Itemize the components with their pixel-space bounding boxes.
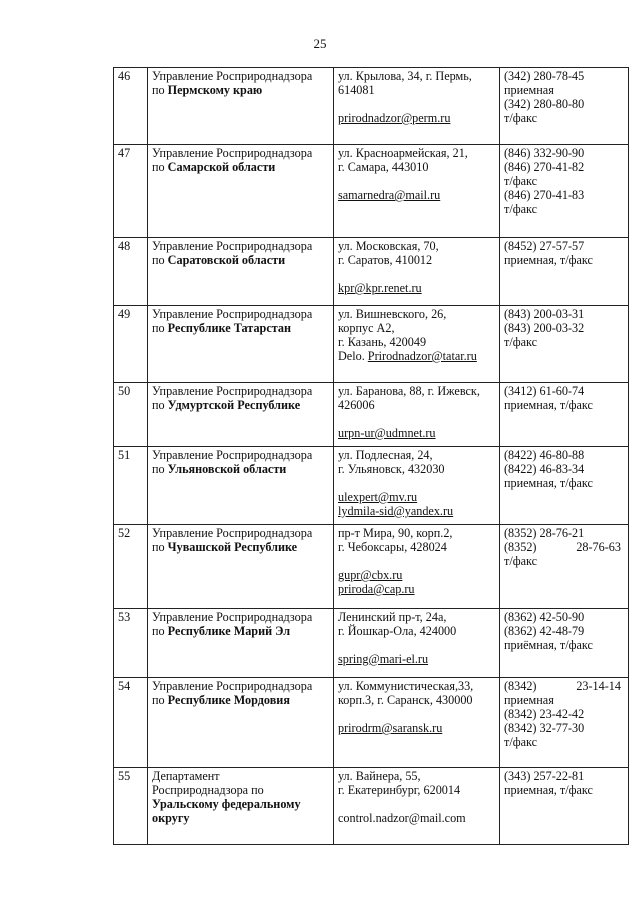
region-preposition: по: [152, 398, 168, 412]
address-line: ул. Коммунистическая,33,: [338, 679, 474, 693]
region-preposition: по: [152, 321, 168, 335]
email-link[interactable]: urpn-ur@udmnet.ru: [338, 426, 436, 440]
phone-line: приемная: [504, 83, 554, 97]
region-name-cont: округу: [152, 811, 190, 825]
table-row: [114, 768, 629, 845]
phone-cell: [500, 68, 629, 145]
address-line: г. Казань, 420049: [338, 335, 427, 349]
region-name: Чувашской Республике: [167, 540, 298, 554]
agency-cell: [148, 68, 334, 145]
region-preposition: по: [152, 253, 168, 267]
table-row: [114, 609, 629, 678]
email-link[interactable]: ulexpert@mv.ru: [338, 490, 418, 504]
phone-cell: [500, 768, 629, 845]
address-cell: [334, 383, 500, 447]
phone-cell: [500, 306, 629, 383]
phone-line: т/факс: [504, 111, 538, 125]
address-cell: [334, 678, 500, 768]
agency-region-line: [152, 624, 330, 638]
email-link[interactable]: Prirodnadzor@tatar.ru: [367, 349, 477, 363]
email-label: Delo.: [338, 349, 368, 363]
address-line: ул. Крылова, 34, г. Пермь,: [338, 69, 472, 83]
phone-line: (8362) 42-48-79: [504, 624, 585, 638]
agency-name: Управление Росприроднадзора: [152, 239, 313, 253]
phone-line: (8342) 23-14-14: [504, 679, 621, 693]
phone-line: приёмная, т/факс: [504, 638, 593, 652]
address-line: пр-т Мира, 90, корп.2,: [338, 526, 453, 540]
phone-cell: [500, 678, 629, 768]
row-number: 54: [114, 678, 148, 768]
address-cell: [334, 306, 500, 383]
agency-name: Управление Росприроднадзора: [152, 610, 313, 624]
region-name: Удмуртской Республике: [167, 398, 301, 412]
agency-cell: [148, 383, 334, 447]
phone-line: приемная, т/факс: [504, 783, 593, 797]
address-line: ул. Вишневского, 26,: [338, 307, 447, 321]
row-number: 50: [114, 383, 148, 447]
region-name: Уральскому федеральному: [152, 797, 301, 811]
phone-line: (343) 257-22-81: [504, 769, 585, 783]
phone-cell: [500, 609, 629, 678]
phone-line: (3412) 61-60-74: [504, 384, 585, 398]
phone-cell: [500, 525, 629, 609]
agency-region-line: [152, 321, 330, 335]
email-link[interactable]: samarnedra@mail.ru: [338, 188, 441, 202]
address-line: г. Ульяновск, 432030: [338, 462, 445, 476]
agency-name: Управление Росприроднадзора: [152, 679, 313, 693]
address-cell: [334, 768, 500, 845]
agency-region-line: [152, 693, 330, 707]
row-number: 55: [114, 768, 148, 845]
row-number: 48: [114, 238, 148, 306]
agency-name: Управление Росприроднадзора: [152, 448, 313, 462]
address-line: г. Екатеринбург, 620014: [338, 783, 461, 797]
row-number: 47: [114, 145, 148, 238]
address-cell: [334, 145, 500, 238]
phone-line: (8452) 27-57-57: [504, 239, 585, 253]
phone-line: т/факс: [504, 174, 538, 188]
phone-line: (8422) 46-83-34: [504, 462, 585, 476]
address-line: 614081: [338, 83, 375, 97]
row-number: 53: [114, 609, 148, 678]
address-line: ул. Московская, 70,: [338, 239, 439, 253]
region-preposition: по: [152, 624, 168, 638]
phone-line: (8362) 42-50-90: [504, 610, 585, 624]
agency-name: Управление Росприроднадзора: [152, 384, 313, 398]
row-number: 49: [114, 306, 148, 383]
table-row: [114, 447, 629, 525]
table-body: [114, 68, 629, 845]
agency-cell: [148, 145, 334, 238]
phone-line: (8422) 46-80-88: [504, 448, 585, 462]
table-row: [114, 678, 629, 768]
table-row: [114, 145, 629, 238]
phone-line: приемная, т/факс: [504, 476, 593, 490]
region-preposition: по: [152, 462, 168, 476]
region-name: Республике Мордовия: [167, 693, 290, 707]
phone-line: т/факс: [504, 735, 538, 749]
agency-name: Управление Росприроднадзора: [152, 69, 313, 83]
region-name: Пермскому краю: [167, 83, 263, 97]
phone-cell: [500, 447, 629, 525]
agency-cell: [148, 678, 334, 768]
phone-line: (8352) 28-76-63: [504, 540, 621, 554]
phone-cell: [500, 238, 629, 306]
table-row: [114, 238, 629, 306]
phone-line: (8342) 23-42-42: [504, 707, 585, 721]
address-line: корп.3, г. Саранск, 430000: [338, 693, 473, 707]
address-line: Ленинский пр-т, 24а,: [338, 610, 447, 624]
agency-name: Департамент: [152, 769, 220, 783]
agency-region-line: [152, 83, 330, 97]
email-link[interactable]: spring@mari-el.ru: [338, 652, 429, 666]
agency-cell: [148, 609, 334, 678]
region-name: Ульяновской области: [167, 462, 287, 476]
phone-line: (846) 332-90-90: [504, 146, 585, 160]
agency-name: Управление Росприроднадзора: [152, 526, 313, 540]
row-number: 46: [114, 68, 148, 145]
address-line: ул. Красноармейская, 21,: [338, 146, 468, 160]
region-preposition: по: [152, 693, 168, 707]
address-cell: [334, 68, 500, 145]
phone-line: т/факс: [504, 335, 538, 349]
agency-region-line: [152, 160, 330, 174]
regional-offices-table: [113, 67, 629, 845]
agency-cell: [148, 525, 334, 609]
address-line: ул. Подлесная, 24,: [338, 448, 433, 462]
row-number: 52: [114, 525, 148, 609]
address-cell: [334, 609, 500, 678]
region-name: Саратовской области: [167, 253, 286, 267]
phone-line: т/факс: [504, 202, 538, 216]
phone-line: т/факс: [504, 554, 538, 568]
agency-region-line: [152, 540, 330, 554]
address-cell: [334, 447, 500, 525]
email-link[interactable]: gupr@cbx.ru: [338, 568, 403, 582]
address-line: г. Саратов, 410012: [338, 253, 433, 267]
agency-region-line: [152, 462, 330, 476]
phone-cell: [500, 145, 629, 238]
address-line: г. Йошкар-Ола, 424000: [338, 624, 457, 638]
agency-region-line: [152, 797, 330, 811]
region-preposition: по: [152, 160, 168, 174]
email-link[interactable]: prirodnadzor@perm.ru: [338, 111, 451, 125]
region-name: Самарской области: [167, 160, 276, 174]
address-line: корпус А2,: [338, 321, 395, 335]
phone-line: приемная: [504, 693, 554, 707]
phone-line: (8342) 32-77-30: [504, 721, 585, 735]
phone-line: (342) 280-78-45: [504, 69, 585, 83]
phone-line: (843) 200-03-32: [504, 321, 585, 335]
region-name: Республике Марий Эл: [167, 624, 291, 638]
agency-cell: [148, 238, 334, 306]
region-name: Республике Татарстан: [167, 321, 291, 335]
phone-line: приемная, т/факс: [504, 398, 593, 412]
email-link[interactable]: prirodrm@saransk.ru: [338, 721, 443, 735]
address-cell: [334, 525, 500, 609]
address-line: 426006: [338, 398, 375, 412]
phone-line: приемная, т/факс: [504, 253, 593, 267]
phone-line: (342) 280-80-80: [504, 97, 585, 111]
table-row: [114, 525, 629, 609]
table-row: [114, 383, 629, 447]
table-row: [114, 306, 629, 383]
agency-name-cont: Росприроднадзора по: [152, 783, 264, 797]
agency-cell: [148, 306, 334, 383]
region-preposition: по: [152, 540, 168, 554]
agency-cell: [148, 447, 334, 525]
address-line: г. Самара, 443010: [338, 160, 429, 174]
region-preposition: по: [152, 83, 168, 97]
email-link[interactable]: kpr@kpr.renet.ru: [338, 281, 422, 295]
agency-name: Управление Росприроднадзора: [152, 307, 313, 321]
address-line: ул. Баранова, 88, г. Ижевск,: [338, 384, 480, 398]
phone-line: (846) 270-41-82: [504, 160, 585, 174]
agency-name: Управление Росприроднадзора: [152, 146, 313, 160]
phone-cell: [500, 383, 629, 447]
page-number: 25: [313, 36, 327, 51]
email-link[interactable]: priroda@cap.ru: [338, 582, 415, 596]
phone-line: (846) 270-41-83: [504, 188, 585, 202]
agency-region-line: [152, 253, 330, 267]
address-cell: [334, 238, 500, 306]
phone-line: (8352) 28-76-21: [504, 526, 585, 540]
agency-region-line: [152, 398, 330, 412]
address-line: ул. Вайнера, 55,: [338, 769, 421, 783]
email-link[interactable]: lydmila-sid@yandex.ru: [338, 504, 454, 518]
agency-cell: [148, 768, 334, 845]
address-line: г. Чебоксары, 428024: [338, 540, 447, 554]
table-row: [114, 68, 629, 145]
phone-line: (843) 200-03-31: [504, 307, 585, 321]
email-text: control.nadzor@mail.com: [338, 811, 466, 825]
row-number: 51: [114, 447, 148, 525]
